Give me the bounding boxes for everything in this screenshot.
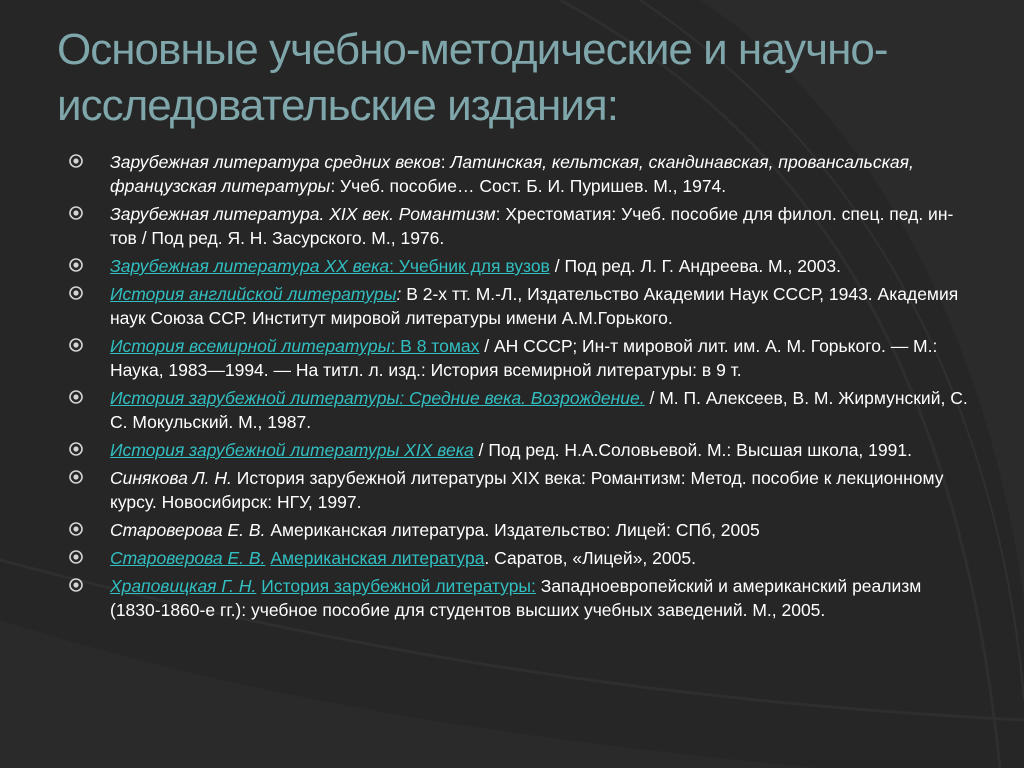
item-plain-text: : [440,152,451,172]
circle-bullet-icon [68,337,84,353]
item-plain-text: История зарубежной литературы XIX века: Романтизм: Метод. пособие к лекционному курсу. Новосибирск: НГУ, 1997. [110,468,944,512]
bibliography-item [68,282,973,330]
item-text [110,576,921,620]
bibliography-item [68,438,973,462]
bibliography-item [68,254,973,278]
reference-link[interactable]: : В 8 томах [390,336,480,356]
item-text [110,520,760,540]
bibliography-item [68,386,973,434]
reference-link[interactable]: История зарубежной литературы XIX века [110,440,474,460]
reference-link[interactable]: : Учебник для вузов [389,256,550,276]
reference-link[interactable]: Староверова Е. В. [110,548,266,568]
circle-bullet-icon [68,441,84,457]
item-plain-text: : Учеб. пособие… Сост. Б. И. Пуришев. М., 1974. [330,176,727,196]
bibliography-item [68,518,973,542]
circle-bullet-icon [68,205,84,221]
bibliography-item [68,334,973,382]
item-text [110,152,914,196]
title-line: Основные учебно-методические и научно- [57,25,888,74]
circle-bullet-icon [68,469,84,485]
item-plain-text: В 2-х тт. М.-Л., Издательство Академии Наук СССР, 1943. Академия наук Союза ССР. Институт мировой литературы имени А.М.Горького. [110,284,959,328]
item-plain-text: / АН СССР; Ин-т мировой лит. им. А. М. Горького. — М.: Наука, 1983—1994. — На титл. л. изд.: История всемирной литературы: в 9 т. [110,336,938,380]
bibliography-item [68,546,973,570]
item-italic-text: Зарубежная литература средних веков [110,152,441,172]
circle-bullet-icon [68,153,84,169]
circle-bullet-icon [68,577,84,593]
item-plain-text: Западноевропейский и американский реализм (1830-1860-е гг.): учебное пособие для студентов высших учебных заведений. М., 2005. [110,576,922,620]
item-text [110,256,841,276]
reference-link[interactable]: Американская литература [270,548,485,568]
item-italic-text: : [396,284,402,304]
item-text [110,468,943,512]
item-italic-text: Зарубежная литература. XIX век. Романтизм [110,204,496,224]
item-text [110,284,958,328]
bibliography-item [68,466,973,514]
item-text [110,548,696,568]
bibliography-item [68,202,973,250]
bibliography-item [68,574,973,622]
circle-bullet-icon [68,389,84,405]
reference-link[interactable]: История зарубежной литературы: [261,576,536,596]
circle-bullet-icon [68,257,84,273]
bibliography-item [68,150,973,198]
item-plain-text: / М. П. Алексеев, В. М. Жирмунский, С. С. Мокульский. М., 1987. [110,388,968,432]
item-text [110,204,953,248]
circle-bullet-icon [68,521,84,537]
item-plain-text: / Под ред. Н.А.Соловьевой. М.: Высшая школа, 1991. [473,440,912,460]
item-text [110,440,912,460]
item-text [110,388,968,432]
item-plain-text: Американская литература. Издательство: Лицей: СПб, 2005 [265,520,760,540]
reference-link[interactable]: Храповицкая Г. Н. [110,576,257,596]
reference-link[interactable]: История английской литературы [110,284,397,304]
title-line: исследовательские издания: [57,81,618,130]
reference-link[interactable]: История всемирной литературы [110,336,391,356]
item-plain-text: . Саратов, «Лицей», 2005. [484,548,696,568]
item-italic-text: Староверова Е. В. [110,520,266,540]
circle-bullet-icon [68,549,84,565]
item-plain-text: : Хрестоматия: Учеб. пособие для филол. спец. пед. ин-тов / Под ред. Я. Н. Засурского. М., 1976. [110,204,954,248]
circle-bullet-icon [68,285,84,301]
reference-link[interactable]: История зарубежной литературы: Средние века. Возрождение. [110,388,645,408]
item-italic-text: Латинская, кельтская, скандинавская, провансальская, французская литературы [110,152,914,196]
reference-link[interactable]: Зарубежная литература XX века [110,256,390,276]
item-italic-text: Синякова Л. Н. [110,468,232,488]
bibliography-list [68,150,973,626]
item-text [110,336,937,380]
slide-title [57,22,997,134]
item-plain-text: / Под ред. Л. Г. Андреева. М., 2003. [549,256,841,276]
